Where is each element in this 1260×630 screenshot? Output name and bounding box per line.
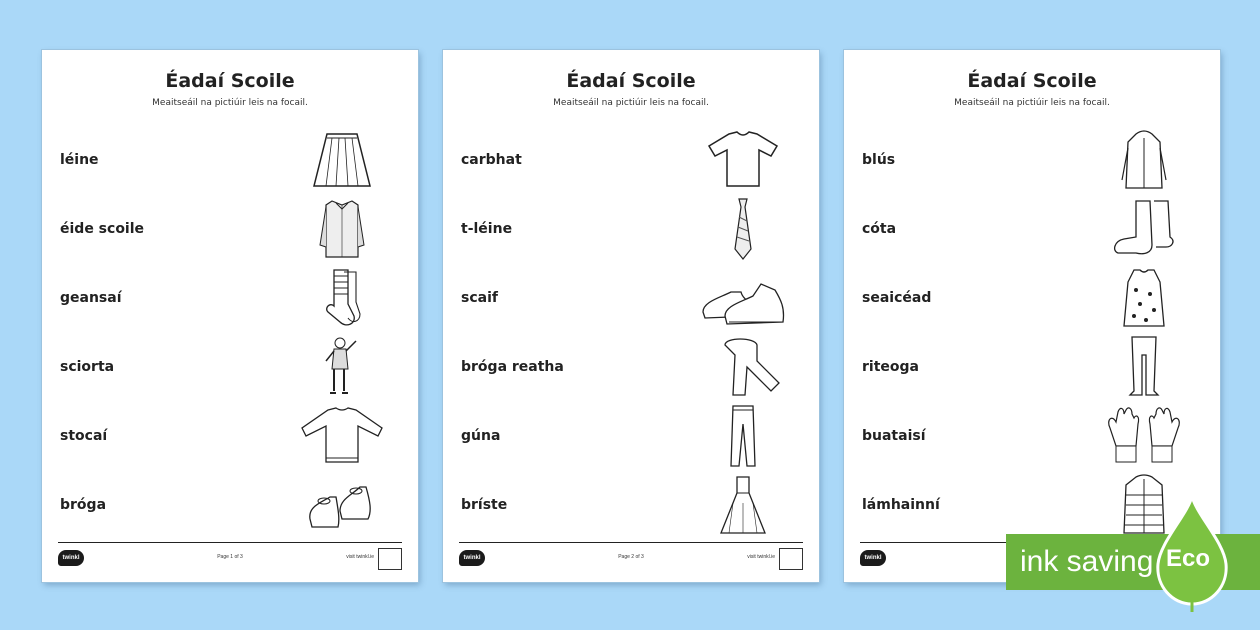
jumper-icon	[294, 404, 390, 468]
word-label: scaif	[461, 290, 498, 306]
shirt-icon	[294, 197, 390, 261]
trainers-icon	[695, 266, 791, 330]
page-title: Éadaí Scoile	[165, 70, 295, 92]
gloves-icon	[1096, 404, 1192, 468]
word-label: riteoga	[862, 359, 919, 375]
tie-icon	[695, 197, 791, 261]
word-label: léine	[60, 152, 99, 168]
trousers-icon	[695, 404, 791, 468]
page-title: Éadaí Scoile	[566, 70, 696, 92]
tights-icon	[1096, 335, 1192, 399]
skirt-icon	[294, 128, 390, 192]
instructions: Meaitseáil na pictiúir leis na focail.	[152, 98, 308, 108]
worksheet-page-2	[443, 50, 819, 582]
word-label: carbhat	[461, 152, 522, 168]
word-label: buataisí	[862, 428, 926, 444]
twinkl-logo: twinkl	[860, 550, 886, 566]
word-label: blús	[862, 152, 896, 168]
page-number: Page 1 of 3	[217, 554, 243, 560]
visit-link: visit twinkl.ie	[747, 554, 775, 560]
word-label: bríste	[461, 497, 508, 513]
word-label: gúna	[461, 428, 501, 444]
instructions: Meaitseáil na pictiúir leis na focail.	[954, 98, 1110, 108]
socks-icon	[294, 266, 390, 330]
scarf-icon	[695, 335, 791, 399]
blouse-icon	[1096, 266, 1192, 330]
instructions: Meaitseáil na pictiúir leis na focail.	[553, 98, 709, 108]
twinkl-logo: twinkl	[58, 550, 84, 566]
badge-icon	[779, 548, 803, 570]
footer-divider	[459, 542, 803, 543]
word-label: bróga reatha	[461, 359, 564, 375]
word-label: sciorta	[60, 359, 115, 375]
word-label: seaicéad	[862, 290, 932, 306]
word-label: bróga	[60, 497, 107, 513]
eco-label: Eco	[1166, 545, 1211, 572]
visit-link: visit twinkl.ie	[346, 554, 374, 560]
dress-icon	[695, 473, 791, 537]
boots-icon	[1096, 197, 1192, 261]
page-number: Page 2 of 3	[618, 554, 644, 560]
t-shirt-icon	[695, 128, 791, 192]
word-label: stocaí	[60, 428, 108, 444]
word-label: lámhainní	[862, 497, 940, 513]
page-title: Éadaí Scoile	[967, 70, 1097, 92]
footer-divider	[58, 542, 402, 543]
word-label: geansaí	[60, 290, 122, 306]
coat-icon	[1096, 128, 1192, 192]
badge-icon	[378, 548, 402, 570]
worksheet-page-1	[42, 50, 418, 582]
word-label: éide scoile	[60, 221, 145, 237]
ink-saving-label: ink saving	[1020, 545, 1154, 578]
twinkl-logo: twinkl	[459, 550, 485, 566]
word-label: t-léine	[461, 221, 513, 237]
word-label: cóta	[862, 221, 897, 237]
shoes-icon	[294, 473, 390, 537]
boy-in-uniform-icon	[294, 335, 390, 399]
